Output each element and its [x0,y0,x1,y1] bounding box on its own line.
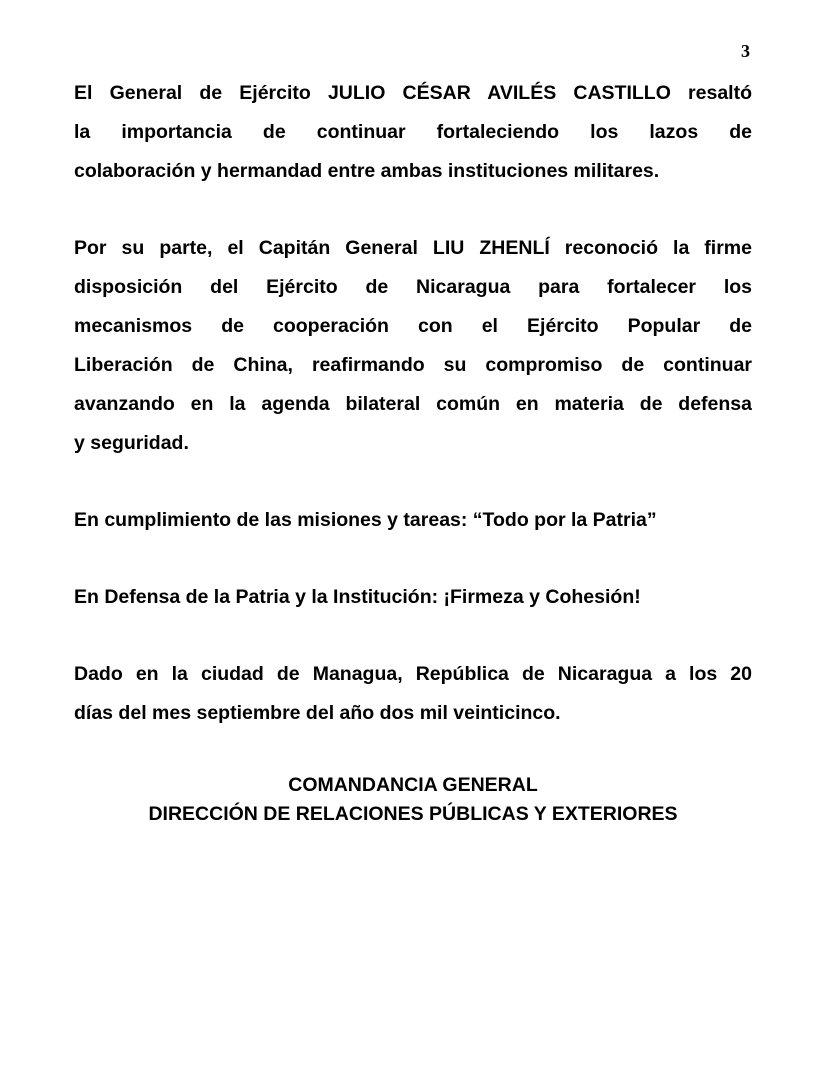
text-line: En Defensa de la Patria y la Institución: ¡Firmeza y Cohesión! [74,586,641,608]
document-content [74,40,752,829]
text-line: Por su parte, el Capitán General LIU ZHENLÍ reconoció la firme [74,237,752,259]
paragraph-aviles-castillo [74,74,752,191]
text-line: avanzando en la agenda bilateral común en materia de defensa [74,393,752,415]
text-line: mecanismos de cooperación con el Ejército Popular de [74,315,752,337]
signature-direccion-relaciones-publicas: DIRECCIÓN DE RELACIONES PÚBLICAS Y EXTERIORES [148,803,678,825]
text-line: El General de Ejército JULIO CÉSAR AVILÉS CASTILLO resaltó [74,82,752,104]
text-line: y seguridad. [74,432,189,454]
text-line: disposición del Ejército de Nicaragua para fortalecer los [74,276,752,298]
signature-block [74,771,752,829]
text-line: En cumplimiento de las misiones y tareas: “Todo por la Patria” [74,509,657,531]
text-line: Dado en la ciudad de Managua, República de Nicaragua a los 20 [74,663,752,685]
signature-comandancia-general: COMANDANCIA GENERAL [288,774,538,796]
page-number: 3 [741,41,750,61]
paragraph-dado-en-managua [74,655,752,733]
paragraph-motto-firmeza-y-cohesion [74,578,752,617]
text-line: la importancia de continuar fortaleciendo los lazos de [74,121,752,143]
paragraph-liu-zhenli [74,229,752,463]
paragraph-motto-todo-por-la-patria [74,501,752,540]
text-line: días del mes septiembre del año dos mil veinticinco. [74,702,561,724]
text-line: colaboración y hermandad entre ambas instituciones militares. [74,160,660,182]
text-line: Liberación de China, reafirmando su compromiso de continuar [74,354,752,376]
